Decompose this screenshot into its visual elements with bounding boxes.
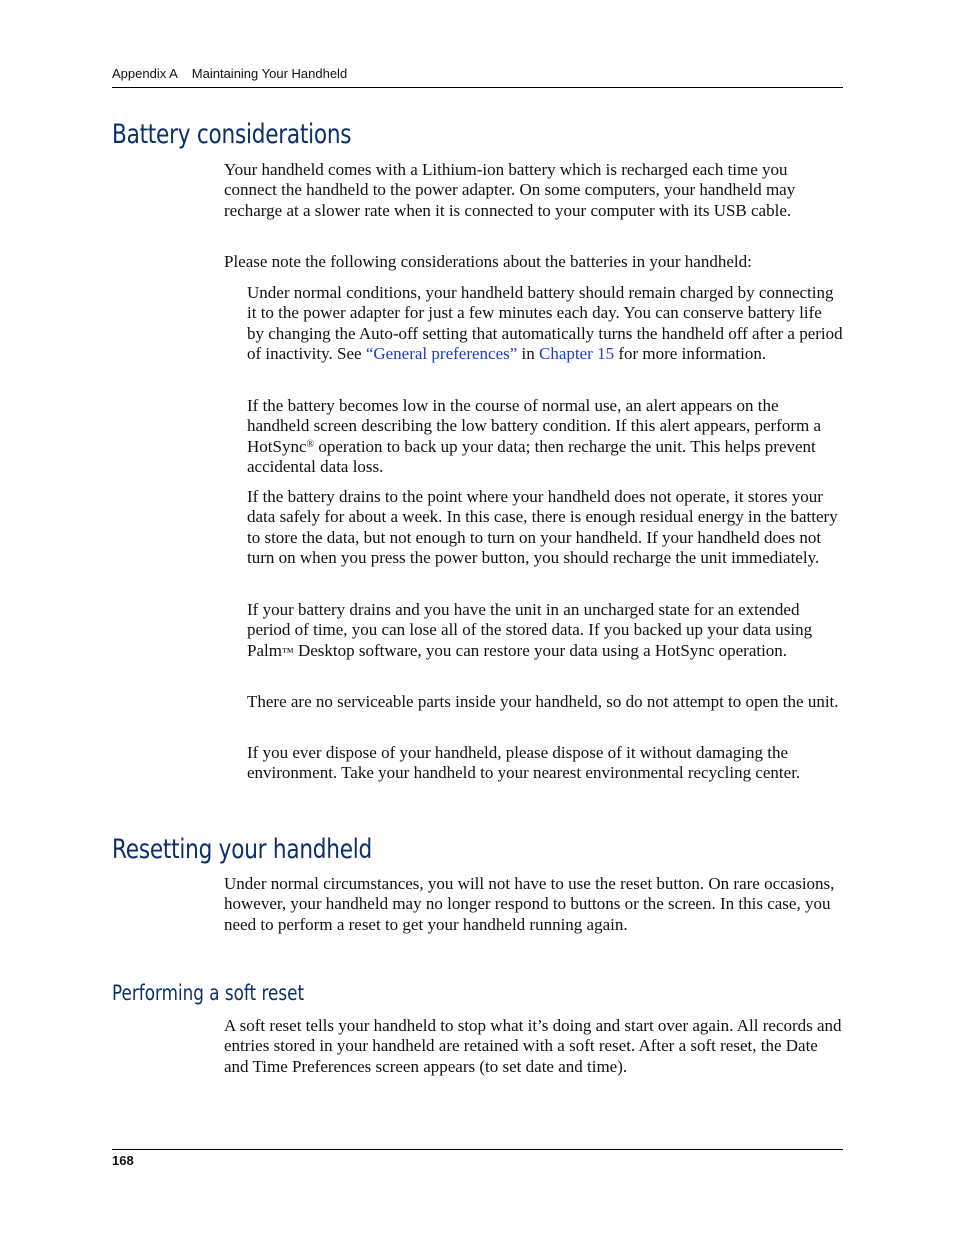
item-text: Under normal conditions, your handheld battery should remain charged by connecting it to the power adapter for just a few minutes each day. You can conserve battery life by changing the Auto-off setting that automatically turns the handheld off after a period of inactivity. See (247, 283, 843, 363)
appendix-label: Appendix A (112, 66, 178, 81)
resetting-intro: Under normal circumstances, you will not have to use the reset button. On rare occasions, however, your handheld may no longer respond to buttons or the screen. In this case, you need to perform a reset to get your handheld running again. (224, 874, 835, 934)
page-number: 168 (112, 1153, 134, 1168)
battery-note: Please note the following considerations about the batteries in your handheld: (224, 252, 752, 271)
item-text: Desktop software, you can restore your data using a HotSync operation. (293, 640, 788, 660)
registered-mark: ® (306, 438, 315, 450)
item-text: for more information. (614, 343, 767, 363)
chapter-title: Maintaining Your Handheld (191, 66, 348, 81)
item-text: operation to back up your data; then recharge the unit. This helps prevent accidental data loss. (247, 436, 816, 476)
item-text: in (517, 343, 540, 363)
battery-item-charging (247, 283, 843, 364)
header-rule (112, 87, 843, 88)
running-header (112, 66, 843, 82)
chapter-15-link[interactable]: Chapter 15 (539, 343, 615, 363)
battery-item-uncharged (247, 600, 843, 662)
item-text: If the battery becomes low in the course of normal use, an alert appears on the handheld screen describing the low battery condition. If this alert appears, perform a HotSync (247, 396, 822, 456)
general-preferences-link[interactable]: “General preferences” (365, 343, 518, 363)
footer-rule (112, 1149, 843, 1150)
battery-heading: Battery considerations (112, 119, 352, 150)
battery-intro: Your handheld comes with a Lithium-ion battery which is recharged each time you connect the handheld to the power adapter. On some computers, your handheld may recharge at a slower rate when it is connected to your computer with its USB cable. (224, 160, 796, 220)
resetting-heading: Resetting your handheld (112, 834, 373, 865)
soft-reset-body: A soft reset tells your handheld to stop what it’s doing and start over again. All records and entries stored in your handheld are retained with a soft reset. After a soft reset, the Date and Time Preferences screen appears (to set date and time). (224, 1016, 842, 1076)
battery-item-serviceable: There are no serviceable parts inside your handheld, so do not attempt to open the unit. (247, 692, 839, 711)
battery-item-low-alert (247, 396, 843, 477)
trademark-mark: ™ (281, 644, 294, 659)
battery-item-drain: If the battery drains to the point where your handheld does not operate, it stores your data safely for about a week. In this case, there is enough residual energy in the battery to store the data, but not enough to turn on your handheld. If your handheld does not turn on when you press the power button, you should recharge the unit immediately. (247, 487, 838, 567)
item-text: If your battery drains and you have the unit in an uncharged state for an extended period of time, you can lose all of the stored data. If you backed up your data using Palm (247, 600, 813, 660)
battery-item-dispose: If you ever dispose of your handheld, please dispose of it without damaging the environment. Take your handheld to your nearest environmental recycling center. (247, 743, 801, 783)
soft-reset-heading: Performing a soft reset (112, 981, 305, 1005)
